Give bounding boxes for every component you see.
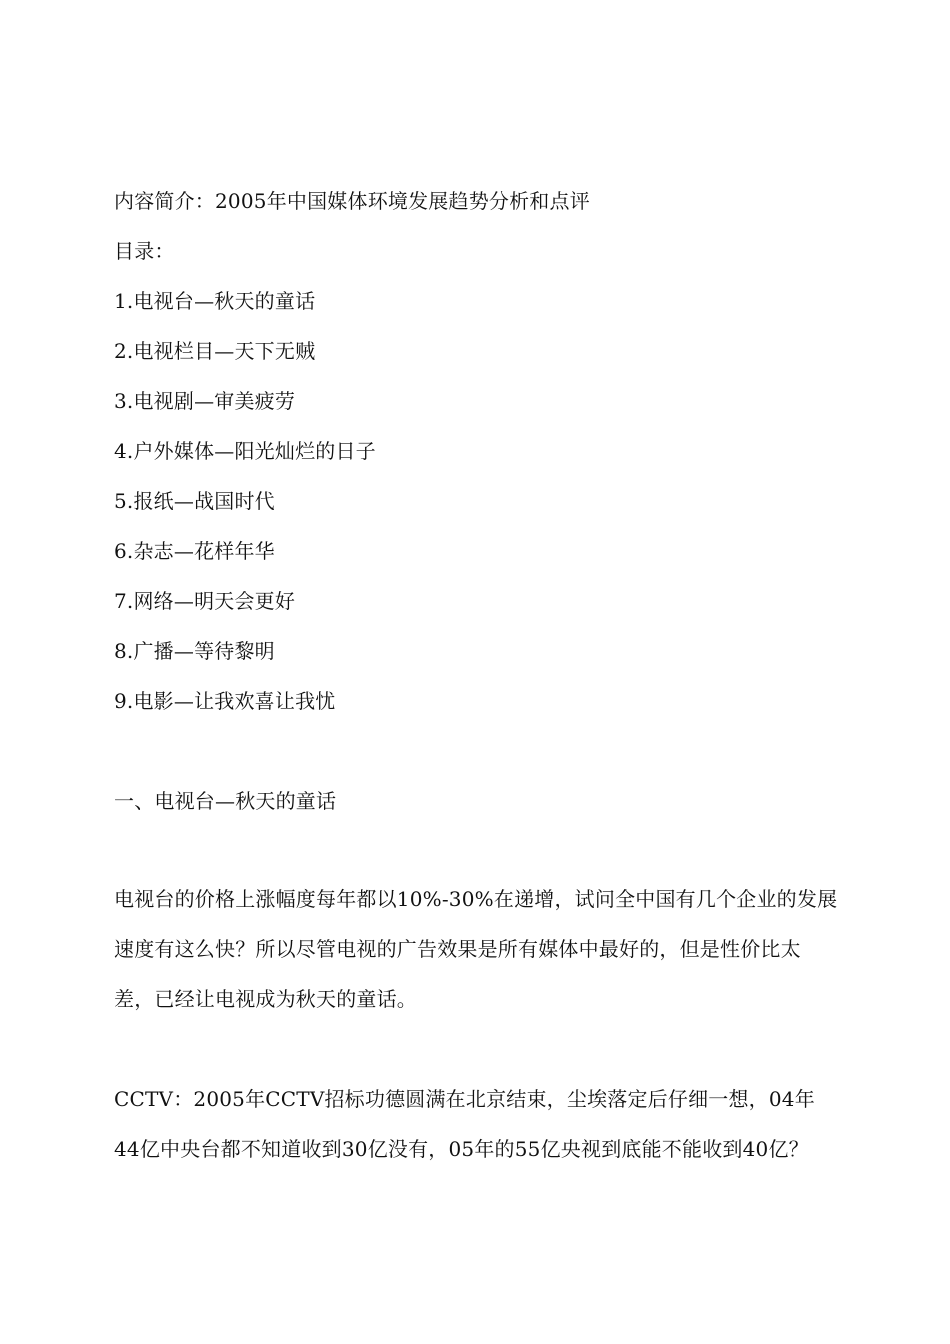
- summary-line: 内容简介：2005年中国媒体环境发展趋势分析和点评: [114, 189, 590, 213]
- toc-item: 7.网络—明天会更好: [114, 589, 296, 613]
- toc-item: 3.电视剧—审美疲劳: [114, 389, 296, 413]
- toc-item: 8.广播—等待黎明: [114, 639, 275, 663]
- toc-heading: 目录：: [114, 239, 175, 263]
- toc-item: 5.报纸—战国时代: [114, 489, 275, 513]
- toc-item: 4.户外媒体—阳光灿烂的日子: [114, 439, 376, 463]
- toc-item: 2.电视栏目—天下无贼: [114, 339, 316, 363]
- toc-item: 9.电影—让我欢喜让我忧: [114, 689, 336, 713]
- toc-item: 6.杂志—花样年华: [114, 539, 275, 563]
- section-heading: 一、电视台—秋天的童话: [114, 789, 337, 813]
- toc-item: 1.电视台—秋天的童话: [114, 289, 316, 313]
- body-paragraph: 电视台的价格上涨幅度每年都以10%-30%在递增，试问全中国有几个企业的发展速度有这么快？所以尽管电视的广告效果是所有媒体中最好的，但是性价比太差，已经让电视成为秋天的童话。: [114, 887, 838, 1011]
- body-paragraph: CCTV：2005年CCTV招标功德圆满在北京结束，尘埃落定后仔细一想，04年44亿中央台都不知道收到30亿没有，05年的55亿央视到底能不能收到40亿？: [114, 1087, 815, 1161]
